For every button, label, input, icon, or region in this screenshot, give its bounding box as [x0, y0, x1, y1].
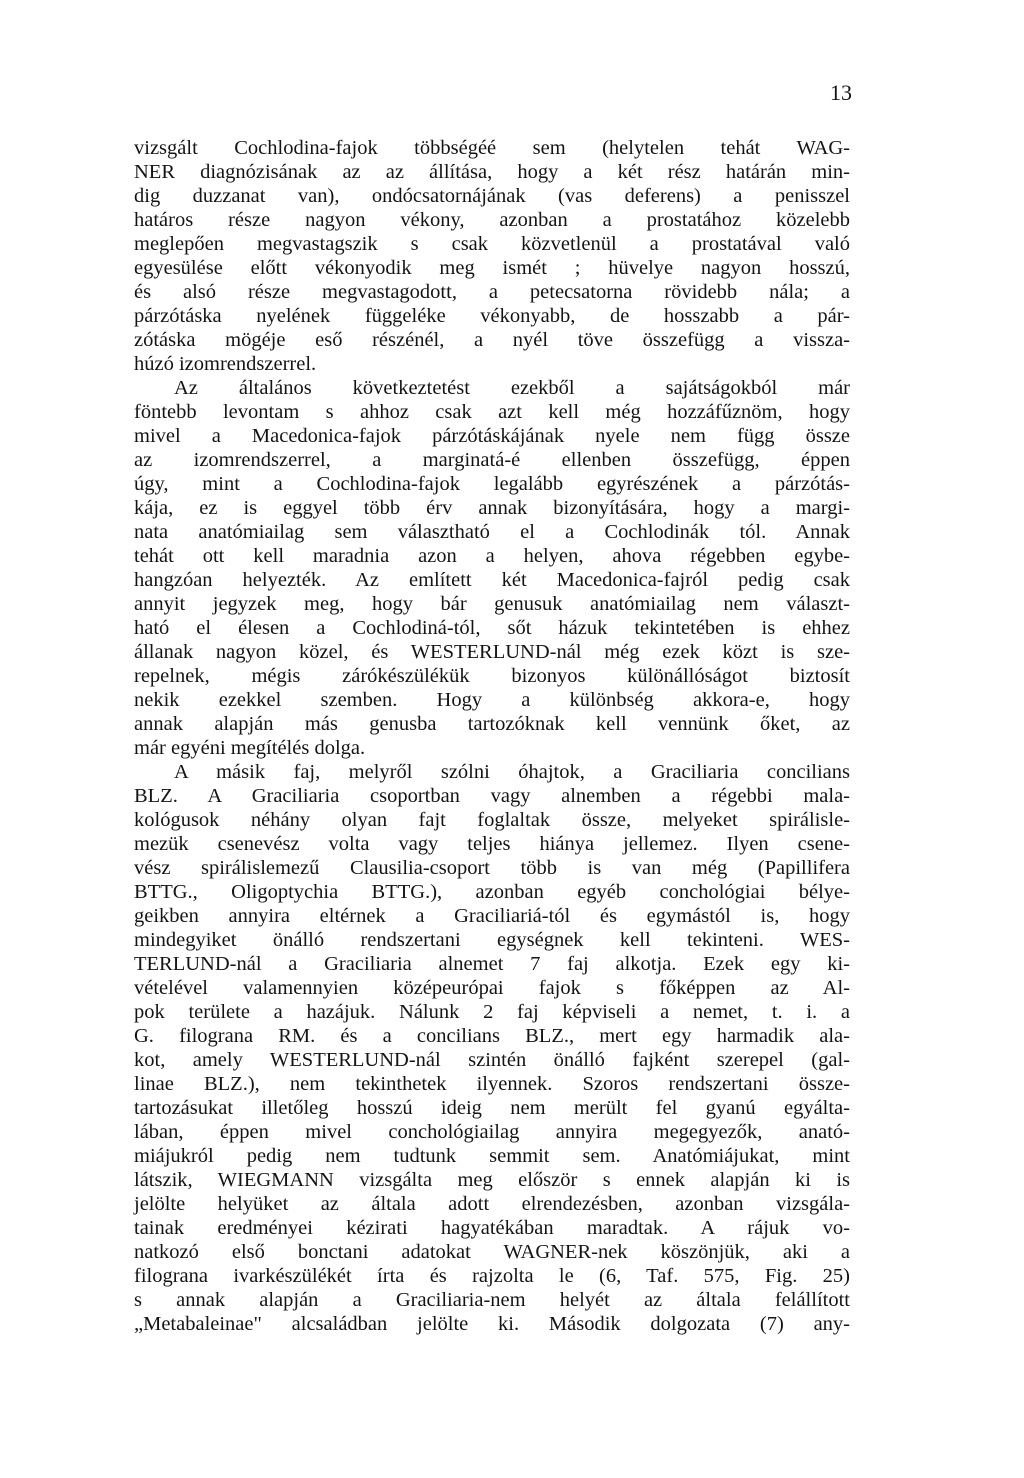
- text-line: jelölte helyüket az általa adott elrendezésben, azonban vizsgála-: [134, 1193, 850, 1215]
- text-line: egyesülése előtt vékonyodik meg ismét ; hüvelye nagyon hosszú,: [134, 257, 850, 279]
- text-line: A másik faj, melyről szólni óhajtok, a Graciliaria concilians: [174, 761, 850, 783]
- text-line: tainak eredményei kézirati hagyatékában maradtak. A rájuk vo-: [134, 1217, 850, 1239]
- text-line: úgy, mint a Cochlodina-fajok legalább egyrészének a párzótás-: [134, 473, 850, 495]
- paragraph-p2: [134, 376, 850, 760]
- text-line: BTTG., Oligoptychia BTTG.), azonban egyéb conchológiai bélye-: [134, 881, 850, 903]
- text-line: vizsgált Cochlodina-fajok többségéé sem (helytelen tehát WAG-: [134, 137, 850, 159]
- text-line: filograna ivarkészülékét írta és rajzolta le (6, Taf. 575, Fig. 25): [134, 1265, 850, 1287]
- text-line: mivel a Macedonica-fajok párzótáskájának nyele nem függ össze: [134, 425, 850, 447]
- text-line: meglepően megvastagszik s csak közvetlenül a prostatával való: [134, 233, 850, 255]
- text-line: nekik ezekkel szemben. Hogy a különbség akkora-e, hogy: [134, 689, 850, 711]
- text-line: határos része nagyon vékony, azonban a prostatához közelebb: [134, 209, 850, 231]
- text-line: vételével valamennyien középeurópai fajok s főképpen az Al-: [134, 977, 850, 999]
- text-line: geikben annyira eltérnek a Graciliariá-tól és egymástól is, hogy: [134, 905, 850, 927]
- text-line: repelnek, mégis zárókészülékük bizonyos különállóságot biztosít: [134, 665, 850, 687]
- text-line: tehát ott kell maradnia azon a helyen, ahova régebben egybe-: [134, 545, 850, 567]
- text-line: zótáska mögéje eső részénél, a nyél töve összefügg a vissza-: [134, 329, 850, 351]
- text-line: Az általános következtetést ezekből a sajátságokból már: [174, 377, 850, 399]
- text-line: kológusok néhány olyan fajt foglaltak össze, melyeket spirálisle-: [134, 809, 850, 831]
- text-line: „Metabaleinae" alcsaládban jelölte ki. Második dolgozata (7) any-: [134, 1313, 850, 1335]
- paragraph-p3: [134, 760, 850, 1336]
- text-line: húzó izomrendszerrel.: [134, 353, 317, 375]
- text-line: dig duzzanat van), ondócsatornájának (vas deferens) a penisszel: [134, 185, 850, 207]
- text-line: G. filograna RM. és a concilians BLZ., mert egy harmadik ala-: [134, 1025, 850, 1047]
- text-line: annak alapján más genusba tartozóknak kell vennünk őket, az: [134, 713, 850, 735]
- text-line: mezük csenevész volta vagy teljes hiánya jellemez. Ilyen csene-: [134, 833, 850, 855]
- text-line: nata anatómiailag sem választható el a Cochlodinák tól. Annak: [134, 521, 850, 543]
- text-line: az izomrendszerrel, a marginatá-é ellenben összefügg, éppen: [134, 449, 850, 471]
- text-line: párzótáska nyelének függeléke vékonyabb, de hosszabb a pár-: [134, 305, 850, 327]
- text-line: TERLUND-nál a Graciliaria alnemet 7 faj alkotja. Ezek egy ki-: [134, 953, 850, 975]
- text-line: ható el élesen a Cochlodiná-tól, sőt házuk tekintetében is ehhez: [134, 617, 850, 639]
- text-body: [134, 136, 850, 1336]
- text-line: miájukról pedig nem tudtunk semmit sem. Anatómiájukat, mint: [134, 1145, 850, 1167]
- text-line: már egyéni megítélés dolga.: [134, 737, 366, 759]
- text-line: pok területe a hazájuk. Nálunk 2 faj képviseli a nemet, t. i. a: [134, 1001, 850, 1023]
- text-line: NER diagnózisának az az állítása, hogy a két rész határán min-: [134, 161, 850, 183]
- text-line: s annak alapján a Graciliaria-nem helyét az általa felállított: [134, 1289, 850, 1311]
- text-line: és alsó része megvastagodott, a petecsatorna rövidebb nála; a: [134, 281, 850, 303]
- text-line: látszik, WIEGMANN vizsgálta meg először s ennek alapján ki is: [134, 1169, 850, 1191]
- text-line: föntebb levontam s ahhoz csak azt kell még hozzáfűznöm, hogy: [134, 401, 850, 423]
- text-line: állanak nagyon közel, és WESTERLUND-nál még ezek közt is sze-: [134, 641, 850, 663]
- text-line: kája, ez is eggyel több érv annak bizonyítására, hogy a margi-: [134, 497, 850, 519]
- page-number: 13: [830, 80, 852, 105]
- paragraph-p1: [134, 136, 850, 376]
- text-line: tartozásukat illetőleg hosszú ideig nem merült fel gyanú egyálta-: [134, 1097, 850, 1119]
- text-line: lában, éppen mivel conchológiailag annyira megegyezők, anató-: [134, 1121, 850, 1143]
- text-line: hangzóan helyezték. Az említett két Macedonica-fajról pedig csak: [134, 569, 850, 591]
- text-line: linae BLZ.), nem tekinthetek ilyennek. Szoros rendszertani össze-: [134, 1073, 850, 1095]
- text-line: annyit jegyzek meg, hogy bár genusuk anatómiailag nem választ-: [134, 593, 850, 615]
- text-line: natkozó első bonctani adatokat WAGNER-nek köszönjük, aki a: [134, 1241, 850, 1263]
- text-line: kot, amely WESTERLUND-nál szintén önálló fajként szerepel (gal-: [134, 1049, 850, 1071]
- text-line: mindegyiket önálló rendszertani egységnek kell tekinteni. WES-: [134, 929, 850, 951]
- text-line: BLZ. A Graciliaria csoportban vagy alnemben a régebbi mala-: [134, 785, 850, 807]
- text-line: vész spirálislemezű Clausilia-csoport több is van még (Papillifera: [134, 857, 850, 879]
